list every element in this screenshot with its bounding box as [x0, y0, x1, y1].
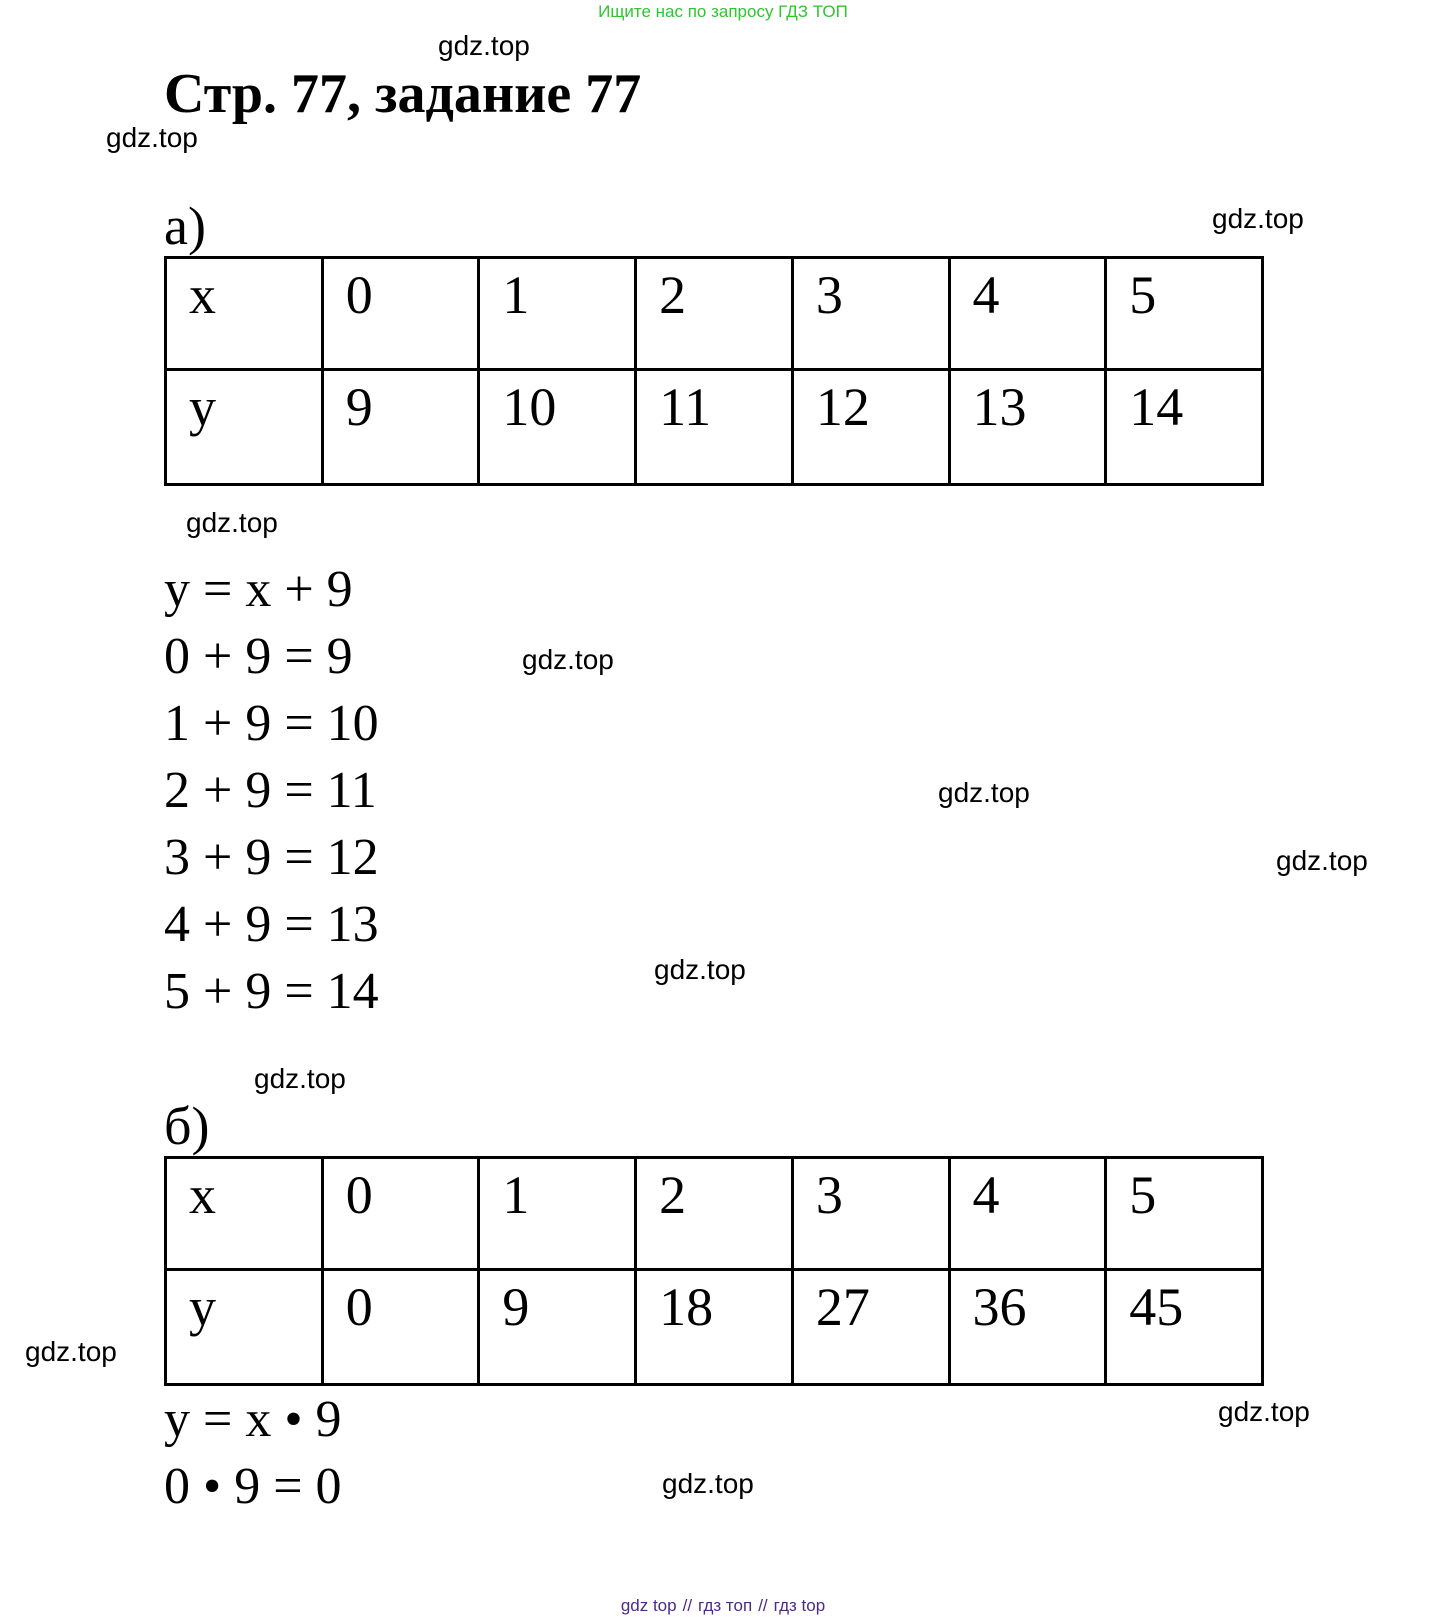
table-cell: 5 — [1106, 1158, 1263, 1270]
watermark: gdz.top — [186, 507, 278, 538]
table-cell: 12 — [792, 370, 949, 485]
table-cell: 18 — [636, 1270, 793, 1385]
table-cell: 9 — [322, 370, 479, 485]
footer-links — [0, 1596, 1446, 1616]
table-cell: 14 — [1106, 370, 1263, 485]
watermark: gdz.top — [254, 1063, 346, 1094]
watermark: gdz.top — [1212, 203, 1304, 234]
part-a-label: а) — [164, 196, 206, 256]
table-cell: 1 — [479, 258, 636, 370]
part-a-line: 1 + 9 = 10 — [164, 695, 379, 752]
part-a-line: 0 + 9 = 9 — [164, 628, 353, 685]
table-cell: 45 — [1106, 1270, 1263, 1385]
table-cell: 0 — [322, 1270, 479, 1385]
watermark: gdz.top — [438, 30, 530, 61]
table-cell: 2 — [636, 258, 793, 370]
top-banner: Ищите нас по запросу ГДЗ ТОП — [598, 2, 848, 21]
footer-link[interactable]: gdz top — [620, 1596, 677, 1615]
watermark: gdz.top — [1218, 1396, 1310, 1427]
watermark: gdz.top — [25, 1336, 117, 1367]
table-cell: 10 — [479, 370, 636, 485]
part-a-line: 2 + 9 = 11 — [164, 762, 377, 819]
table-cell: 3 — [792, 258, 949, 370]
footer-link[interactable]: гдз top — [773, 1596, 826, 1615]
watermark: gdz.top — [106, 122, 198, 153]
table-cell-header: x — [166, 258, 323, 370]
table-cell: 13 — [949, 370, 1106, 485]
table-cell: 3 — [792, 1158, 949, 1270]
watermark: gdz.top — [522, 644, 614, 675]
footer-separator: // — [682, 1596, 693, 1615]
table-cell: 4 — [949, 1158, 1106, 1270]
part-a-line: 5 + 9 = 14 — [164, 963, 379, 1020]
table-cell: 0 — [322, 258, 479, 370]
table-cell: 36 — [949, 1270, 1106, 1385]
watermark: gdz.top — [938, 777, 1030, 808]
part-b-table — [164, 1156, 1264, 1386]
table-row — [166, 1158, 1263, 1270]
table-row — [166, 1270, 1263, 1385]
table-cell: 5 — [1106, 258, 1263, 370]
page-title: Стр. 77, задание 77 — [164, 63, 642, 125]
table-cell: 9 — [479, 1270, 636, 1385]
table-cell-header: x — [166, 1158, 323, 1270]
part-a-table — [164, 256, 1264, 486]
table-cell: 4 — [949, 258, 1106, 370]
table-cell: 11 — [636, 370, 793, 485]
part-a-line: 4 + 9 = 13 — [164, 896, 379, 953]
part-b-label: б) — [164, 1096, 210, 1156]
part-a-line: 3 + 9 = 12 — [164, 829, 379, 886]
watermark: gdz.top — [662, 1468, 754, 1499]
table-cell: 1 — [479, 1158, 636, 1270]
table-cell: 0 — [322, 1158, 479, 1270]
table-cell: 2 — [636, 1158, 793, 1270]
part-b-formula: y = x • 9 — [164, 1391, 342, 1448]
table-cell: 27 — [792, 1270, 949, 1385]
table-row — [166, 258, 1263, 370]
footer-separator: // — [758, 1596, 768, 1615]
table-row — [166, 370, 1263, 485]
part-b-line: 0 • 9 = 0 — [164, 1458, 342, 1515]
part-a-formula: y = x + 9 — [164, 561, 353, 618]
footer-link[interactable]: гдз топ — [698, 1596, 753, 1615]
table-cell-header: y — [166, 370, 323, 485]
table-cell-header: y — [166, 1270, 323, 1385]
watermark: gdz.top — [654, 954, 746, 985]
watermark: gdz.top — [1276, 845, 1368, 876]
